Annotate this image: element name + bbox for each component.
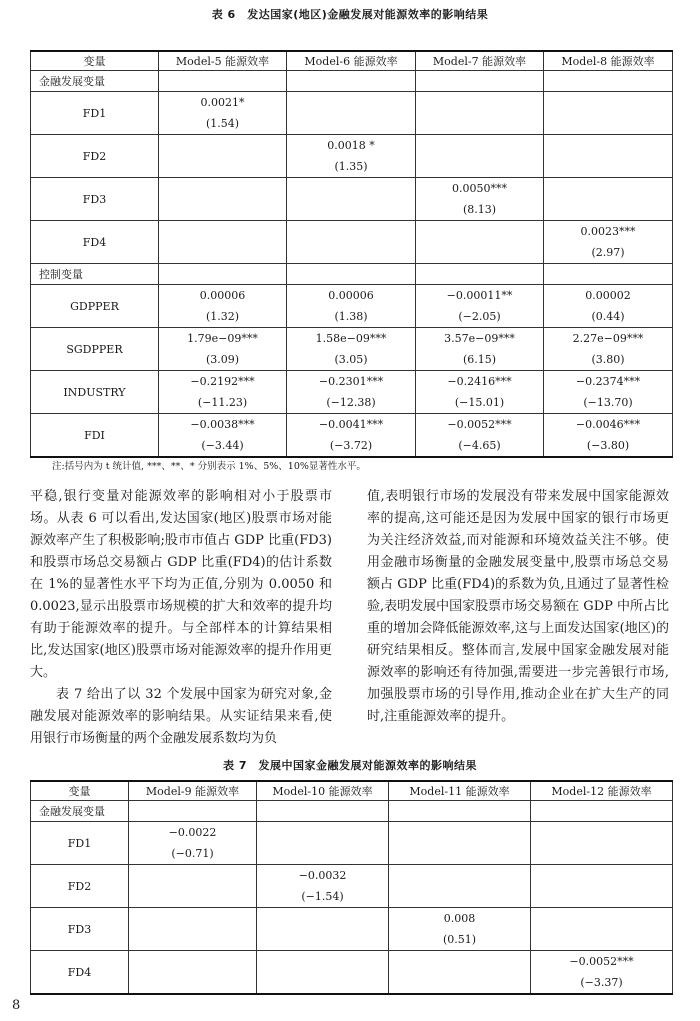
cell-model-2 [287, 92, 416, 135]
table7-header-row [31, 781, 673, 801]
cell-model-3 [389, 822, 531, 865]
coefficient: −0.2374*** [575, 375, 641, 388]
t-statistic: (1.32) [205, 310, 240, 323]
cell-model-1 [159, 178, 287, 221]
table7-row-fd3 [31, 908, 673, 951]
table6-section-financial-label: 金融发展变量 [31, 71, 159, 92]
table7-section-financial-label: 金融发展变量 [31, 801, 129, 822]
empty-cell [531, 801, 673, 822]
row-label: INDUSTRY [31, 371, 159, 414]
cell-model-2 [287, 285, 416, 328]
cell-model-2 [287, 135, 416, 178]
coefficient: 0.0018 * [327, 139, 375, 152]
table7-header-model11: Model-11 能源效率 [389, 781, 531, 801]
cell-model-4 [531, 908, 673, 951]
coefficient: 0.0023*** [580, 225, 636, 238]
cell-model-4 [544, 221, 673, 264]
table6-header-model7: Model-7 能源效率 [416, 51, 544, 71]
t-statistic: (0.44) [591, 310, 625, 323]
coefficient: 2.27e−09*** [572, 332, 644, 345]
cell-model-3 [416, 414, 544, 458]
cell-model-3 [416, 285, 544, 328]
cell-model-2 [287, 221, 416, 264]
t-statistic: (−2.05) [458, 310, 501, 323]
t-statistic: (−1.54) [301, 890, 344, 903]
page-number: 8 [12, 998, 21, 1013]
t-statistic: (−4.65) [458, 439, 501, 452]
table6-caption: 表 6 发达国家(地区)金融发展对能源效率的影响结果 [211, 8, 489, 21]
table6-header-model8: Model-8 能源效率 [544, 51, 673, 71]
row-label: FD3 [31, 178, 159, 221]
empty-cell [129, 801, 257, 822]
t-statistic: (1.54) [205, 117, 240, 130]
cell-model-4 [544, 178, 673, 221]
cell-model-3 [416, 178, 544, 221]
cell-model-4 [531, 865, 673, 908]
table6-row-sgdpper [31, 328, 673, 371]
table6-section-control-label: 控制变量 [31, 264, 159, 285]
empty-cell [544, 71, 673, 92]
cell-model-2 [257, 951, 389, 995]
cell-model-1 [159, 135, 287, 178]
row-label: FD2 [31, 135, 159, 178]
cell-model-4 [531, 951, 673, 995]
table6-header-row [31, 51, 673, 71]
table6-header-variable: 变量 [31, 51, 159, 71]
empty-cell [159, 264, 287, 285]
table7-header-model12: Model-12 能源效率 [531, 781, 673, 801]
empty-cell [287, 264, 416, 285]
table7-section-financial [31, 801, 673, 822]
t-statistic: (3.09) [205, 353, 240, 366]
coefficient: −0.0046*** [575, 418, 641, 431]
body-left-column [30, 486, 332, 750]
row-label: SGDPPER [31, 328, 159, 371]
empty-cell [257, 801, 389, 822]
row-label: FD1 [31, 92, 159, 135]
table6-row-fd2 [31, 135, 673, 178]
cell-model-3 [416, 328, 544, 371]
row-label: FD2 [31, 865, 129, 908]
coefficient: 0.00002 [585, 289, 631, 302]
table6-section-control [31, 264, 673, 285]
empty-cell [159, 71, 287, 92]
t-statistic: (−3.72) [329, 439, 373, 452]
cell-model-3 [416, 135, 544, 178]
coefficient: 0.00006 [328, 289, 374, 302]
coefficient: −0.0038*** [190, 418, 255, 431]
t-statistic: (−3.44) [201, 439, 244, 452]
t-statistic: (−11.23) [197, 396, 248, 409]
coefficient: 1.58e−09*** [315, 332, 387, 345]
cell-model-2 [257, 908, 389, 951]
cell-model-1 [159, 414, 287, 458]
table7-header-model10: Model-10 能源效率 [257, 781, 389, 801]
cell-model-4 [544, 135, 673, 178]
cell-model-3 [389, 951, 531, 995]
cell-model-1 [159, 285, 287, 328]
cell-model-1 [129, 822, 257, 865]
row-label: FD4 [31, 221, 159, 264]
cell-model-1 [129, 908, 257, 951]
table6-header-model5: Model-5 能源效率 [159, 51, 287, 71]
empty-cell [416, 71, 544, 92]
coefficient: −0.00011** [446, 289, 513, 302]
table7 [30, 780, 673, 995]
table7-header-variable: 变量 [31, 781, 129, 801]
t-statistic: (−13.70) [583, 396, 633, 409]
table6-control-section [31, 264, 673, 458]
coefficient: 0.008 [443, 912, 476, 925]
cell-model-2 [287, 371, 416, 414]
row-label: FD3 [31, 908, 129, 951]
body-left-paragraph-1: 平稳,银行变量对能源效率的影响相对小于股票市场。从表 6 可以看出,发达国家(地区)股票市场对能源效率产生了积极影响;股市市值占 GDP 比重(FD3)和股票市场总交易额占 GDP 比重(FD4)的估计系数在 1%的显著性水平下均为正值,分别为 0.0050 和 0.0023,显示出股票市场规模的扩大和效率的提升均有助于能源效率的提升。与全部样本的计算结果相比,发达国家(地区)股票市场对能源效率的提升作用更大。 [30, 489, 332, 680]
empty-cell [544, 264, 673, 285]
table7-row-fd4 [31, 951, 673, 995]
coefficient: 0.0050*** [452, 182, 507, 195]
coefficient: −0.0041*** [318, 418, 384, 431]
coefficient: −0.0052*** [569, 955, 634, 968]
table6-row-gdpper [31, 285, 673, 328]
cell-model-2 [257, 865, 389, 908]
t-statistic: (6.15) [462, 353, 497, 366]
cell-model-1 [159, 371, 287, 414]
row-label: FD4 [31, 951, 129, 995]
coefficient: −0.2192*** [190, 375, 255, 388]
cell-model-2 [287, 178, 416, 221]
table6-row-fd3 [31, 178, 673, 221]
row-label: FDI [31, 414, 159, 458]
t-statistic: (−3.80) [586, 439, 630, 452]
cell-model-3 [416, 371, 544, 414]
table6-note: 注:括号内为 t 统计值, ***、**、* 分别表示 1%、5%、10%显著性水平。 [52, 461, 366, 472]
t-statistic: (8.13) [462, 203, 497, 216]
cell-model-1 [159, 92, 287, 135]
table6-financial-section [31, 71, 673, 264]
coefficient: −0.2301*** [318, 375, 384, 388]
table7-financial-section [31, 801, 673, 995]
cell-model-4 [531, 822, 673, 865]
table6-row-industry [31, 371, 673, 414]
body-right-column [367, 486, 669, 728]
cell-model-2 [287, 328, 416, 371]
t-statistic: (1.38) [334, 310, 368, 323]
cell-model-3 [416, 92, 544, 135]
table7-row-fd1 [31, 822, 673, 865]
t-statistic: (3.05) [334, 353, 368, 366]
coefficient: −0.0032 [298, 869, 347, 882]
cell-model-1 [159, 221, 287, 264]
cell-model-2 [287, 414, 416, 458]
coefficient: −0.0022 [168, 826, 217, 839]
cell-model-1 [159, 328, 287, 371]
table7-header-model9: Model-9 能源效率 [129, 781, 257, 801]
empty-cell [287, 71, 416, 92]
coefficient: −0.2416*** [447, 375, 512, 388]
cell-model-4 [544, 414, 673, 458]
t-statistic: (−12.38) [326, 396, 376, 409]
t-statistic: (−0.71) [171, 847, 214, 860]
cell-model-4 [544, 285, 673, 328]
row-label: GDPPER [31, 285, 159, 328]
table6 [30, 50, 673, 458]
empty-cell [416, 264, 544, 285]
empty-cell [389, 801, 531, 822]
table7-caption: 表 7 发展中国家金融发展对能源效率的影响结果 [223, 759, 477, 772]
cell-model-1 [129, 865, 257, 908]
t-statistic: (2.97) [591, 246, 625, 259]
row-label: FD1 [31, 822, 129, 865]
coefficient: 3.57e−09*** [444, 332, 515, 345]
cell-model-4 [544, 328, 673, 371]
cell-model-2 [257, 822, 389, 865]
coefficient: −0.0052*** [447, 418, 512, 431]
t-statistic: (3.80) [591, 353, 625, 366]
cell-model-3 [389, 908, 531, 951]
coefficient: 0.0021* [200, 96, 245, 109]
t-statistic: (−15.01) [454, 396, 505, 409]
t-statistic: (1.35) [334, 160, 368, 173]
coefficient: 0.00006 [199, 289, 246, 302]
cell-model-4 [544, 371, 673, 414]
table6-header-model6: Model-6 能源效率 [287, 51, 416, 71]
table6-row-fd4 [31, 221, 673, 264]
cell-model-1 [129, 951, 257, 995]
table6-section-financial [31, 71, 673, 92]
body-left-paragraph-2: 表 7 给出了以 32 个发展中国家为研究对象,金融发展对能源效率的影响结果。从实证结果来看,使用银行市场衡量的两个金融发展系数均为负 [30, 687, 332, 746]
cell-model-3 [389, 865, 531, 908]
body-right-paragraph-1: 值,表明银行市场的发展没有带来发展中国家能源效率的提高,这可能还是因为发展中国家的银行市场更为关注经济效益,而对能源和环境效益关注不够。使用金融市场衡量的金融发展变量中,股票市场总交易额占 GDP 比重(FD4)的系数为负,且通过了显著性检验,表明发展中国家股票市场交易额在 GDP 中所占比重的增加会降低能源效率,这与上面发达国家(地区)的研究结果相反。整体而言,发展中国家金融发展对能源效率的影响还有待加强,需要进一步完善银行市场,加强股票市场的引导作用,推动企业在扩大生产的同时,注重能源效率的提升。 [367, 489, 669, 724]
coefficient: 1.79e−09*** [187, 332, 258, 345]
table6-row-fd1 [31, 92, 673, 135]
cell-model-3 [416, 221, 544, 264]
t-statistic: (0.51) [442, 933, 477, 946]
table6-row-fdi [31, 414, 673, 458]
cell-model-4 [544, 92, 673, 135]
t-statistic: (−3.37) [580, 976, 623, 989]
table7-row-fd2 [31, 865, 673, 908]
